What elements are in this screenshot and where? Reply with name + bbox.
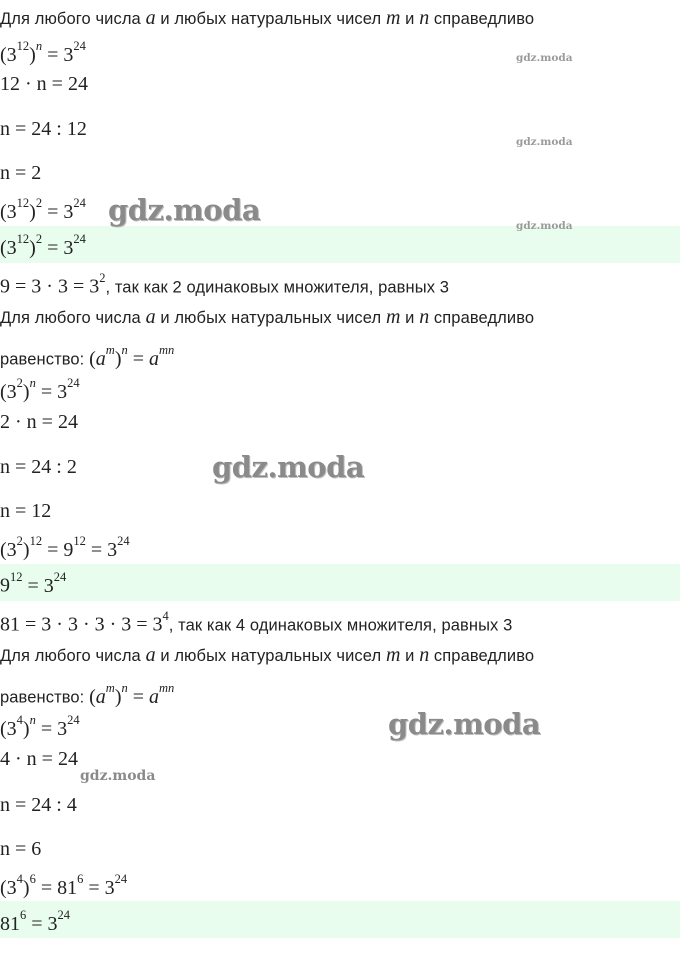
formula-3-12-pow-n: $(3^{12})^n = 3^{24}$ [0, 39, 86, 66]
watermark-large-2: gdz.moda [212, 450, 365, 484]
answer-line-2: $9^{12} = 3^{24}$ [0, 570, 67, 597]
watermark-large-3: gdz.moda [388, 707, 541, 741]
watermark-large-1: gdz.moda [108, 193, 261, 227]
answer-line-1: $(3^{12})^2 = 3^{24}$ [0, 232, 86, 259]
rule-line-1: Для любого числа a и любых натуральных чисел m и n справедливо [0, 7, 535, 29]
equation-2n: 2 · n = 24 [0, 411, 78, 433]
equation-4n: 4 · n = 24 [0, 748, 78, 770]
watermark-small-3: gdz.moda [516, 220, 573, 232]
equation-n-12: n = 12 [0, 500, 52, 522]
equation-n-24-div-2: n = 24 : 2 [0, 456, 77, 478]
check-line-3: $(3^4)^6 = 81^6 = 3^{24}$ [0, 872, 128, 899]
formula-3-4-pow-n: $(3^4)^n = 3^{24}$ [0, 713, 80, 740]
watermark-small-2: gdz.moda [516, 136, 573, 148]
check-line-2: $(3^2)^{12} = 9^{12} = 3^{24}$ [0, 534, 130, 561]
watermark-small-1: gdz.moda [516, 52, 573, 64]
equality-line-3: равенство: $(a^m)^n = a^{mn}$ [0, 681, 175, 708]
rule-line-2: Для любого числа a и любых натуральных чисел m и n справедливо [0, 306, 535, 328]
check-line-1: $(3^{12})^2 = 3^{24}$ [0, 196, 86, 223]
equation-n-6: n = 6 [0, 838, 42, 860]
answer-line-3: $81^6 = 3^{24}$ [0, 908, 71, 935]
equation-12n: 12 · n = 24 [0, 73, 88, 95]
formula-3-2-pow-n: $(3^2)^n = 3^{24}$ [0, 376, 80, 403]
rule-line-3: Для любого числа a и любых натуральных чисел m и n справедливо [0, 644, 535, 666]
base-9-line: $9 = 3 \cdot 3 = 3^2$, так как 2 одинаковых множителя, равных 3 [0, 271, 450, 298]
equality-line-2: равенство: $(a^m)^n = a^{mn}$ [0, 343, 175, 370]
equation-n-24-div-4: n = 24 : 4 [0, 794, 77, 816]
watermark-medium: gdz.moda [80, 768, 156, 784]
base-81-line: $81 = 3 \cdot 3 \cdot 3 \cdot 3 = 3^4$, так как 4 одинаковых множителя, равных 3 [0, 609, 513, 636]
equation-n-24-div-12: n = 24 : 12 [0, 118, 87, 140]
equation-n-2: n = 2 [0, 162, 42, 184]
